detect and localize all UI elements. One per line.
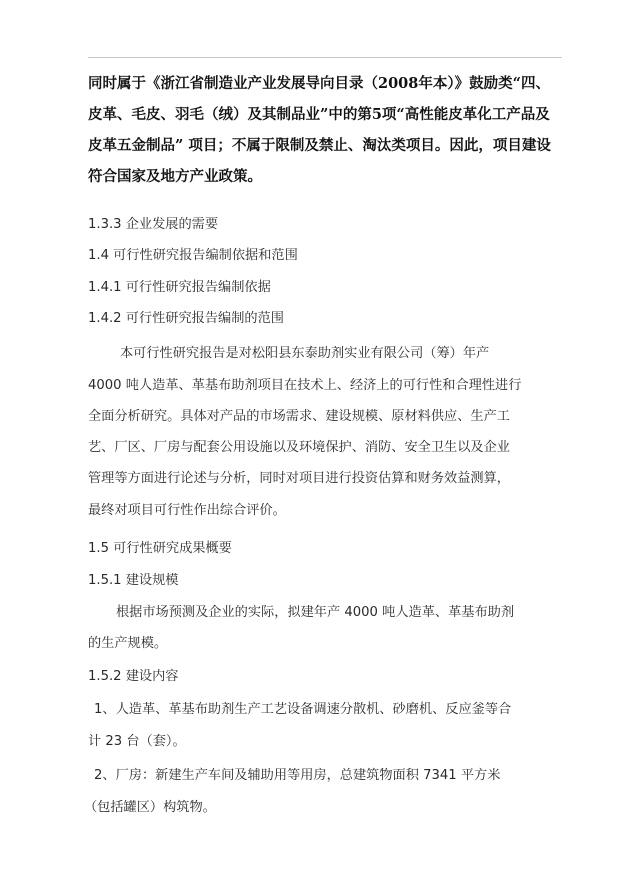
content-line: 计 23 台（套）。 — [88, 734, 186, 749]
heading-1-4-1: 1.4.1 可行性研究报告编制依据 — [88, 280, 271, 295]
content-line: 2、厂房：新建生产车间及辅助用等用房，总建筑物面积 7341 平方米 — [94, 768, 501, 783]
scale-line: 的生产规模。 — [88, 636, 168, 651]
scale-line: 根据市场预测及企业的实际，拟建年产 4000 吨人造革、革基布助剂 — [116, 605, 515, 620]
heading-1-4-2: 1.4.2 可行性研究报告编制的范围 — [88, 311, 284, 326]
heading-1-5: 1.5 可行性研究成果概要 — [88, 541, 232, 556]
scope-line: 管理等方面进行论述与分析，同时对项目进行投资估算和财务效益测算， — [88, 471, 510, 486]
content-line: 1、人造革、革基布助剂生产工艺设备调速分散机、砂磨机、反应釜等合 — [94, 702, 512, 717]
policy-compliance-paragraph: 同时属于《浙江省制造业产业发展导向目录（2008年本）》鼓励类“四、皮革、毛皮、羽毛（绒）及其制品业”中的第5项“高性能皮革化工产品及皮革五金制品” 项目；不属于限制及禁止、淘汰类项目。因此，项目建设符合国家及地方产业政策。 — [88, 75, 551, 185]
top-divider — [88, 57, 562, 58]
content-line: （包括罐区）构筑物。 — [84, 800, 216, 815]
heading-1-4: 1.4 可行性研究报告编制依据和范围 — [88, 248, 298, 263]
heading-1-3-3: 1.3.3 企业发展的需要 — [88, 217, 219, 232]
scope-line: 本可行性研究报告是对松阳县东泰助剂实业有限公司（筹）年产 — [120, 346, 490, 361]
scope-line: 艺、厂区、厂房与配套公用设施以及环境保护、消防、安全卫生以及企业 — [88, 440, 510, 455]
heading-1-5-2: 1.5.2 建设内容 — [88, 669, 179, 684]
scope-line: 4000 吨人造革、革基布助剂项目在技术上、经济上的可行性和合理性进行 — [88, 378, 522, 393]
scope-line: 全面分析研究。具体对产品的市场需求、建设规模、原材料供应、生产工 — [88, 409, 510, 424]
scope-line: 最终对项目可行性作出综合评价。 — [88, 503, 286, 518]
heading-1-5-1: 1.5.1 建设规模 — [88, 573, 179, 588]
